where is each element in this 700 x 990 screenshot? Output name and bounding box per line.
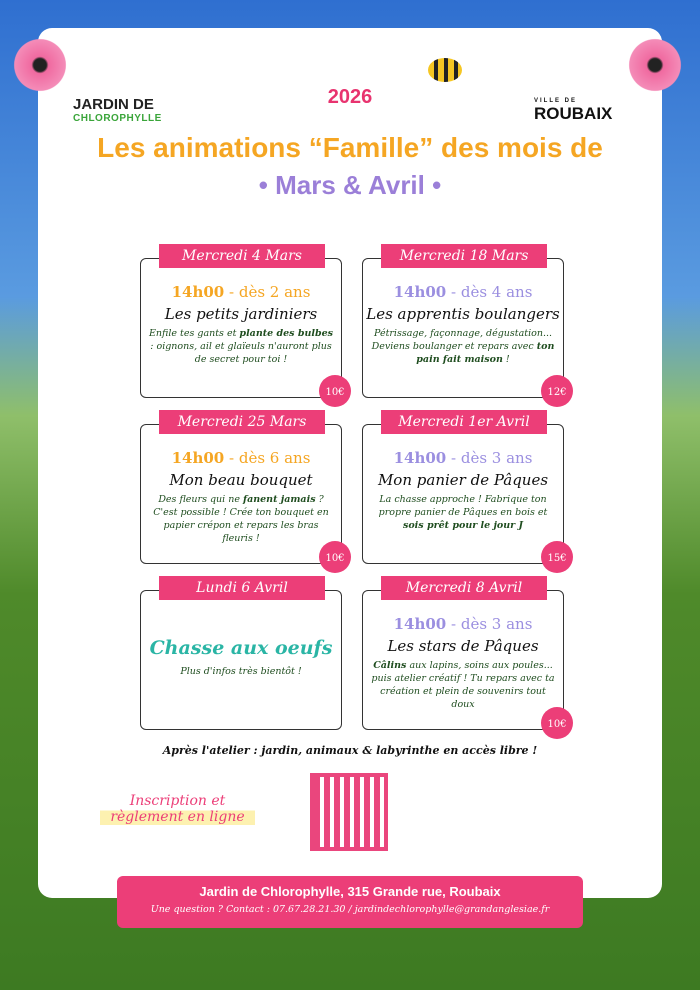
event-date: Lundi 6 Avril (159, 576, 325, 600)
event-time: 14h00 - dès 3 ans (393, 449, 533, 467)
roubaix-logo: VILLE DE ROUBAIX (534, 98, 613, 123)
event-card (362, 414, 567, 564)
signup-text: Inscription et règlement en ligne (100, 793, 255, 825)
event-description: Pétrissage, façonnage, dégustation... Deviens boulanger et repars avec ton pain fait maison ! (371, 328, 555, 365)
page-title: Les animations “Famille” des mois de (97, 132, 603, 163)
event-date: Mercredi 4 Mars (159, 244, 325, 268)
event-title: Mon panier de Pâques (377, 471, 549, 489)
event-time: 14h00 - dès 4 ans (393, 283, 533, 301)
event-card (140, 248, 345, 398)
jardin-chlorophylle-logo: JARDIN DE CHLOROPHYLLE (73, 96, 162, 124)
event-description: Plus d'infos très bientôt ! (180, 666, 302, 677)
price-badge: 12€ (541, 375, 573, 407)
event-description: La chasse approche ! Fabrique ton propre panier de Pâques en bois et sois prêt pour le jour J (378, 494, 548, 531)
event-title: Mon beau bouquet (169, 471, 313, 489)
footer-address: Jardin de Chlorophylle, 315 Grande rue, Roubaix (199, 884, 501, 899)
footer-banner (117, 876, 583, 928)
qr-code[interactable] (310, 773, 388, 851)
event-card (362, 248, 567, 398)
event-card (140, 414, 345, 564)
footer-contact: Une question ? Contact : 07.67.28.21.30 / jardindechlorophylle@grandanglesiae.fr (150, 904, 550, 915)
page-subtitle: • Mars & Avril • (258, 170, 442, 200)
event-time: 14h00 - dès 2 ans (171, 283, 311, 301)
price-badge: 15€ (541, 541, 573, 573)
event-card (362, 580, 567, 730)
event-description: Câlins aux lapins, soins aux poules... puis atelier créatif ! Tu repars avec ta création et plein de souvenirs tout doux (371, 660, 555, 710)
event-title: Les apprentis boulangers (366, 305, 560, 323)
event-description: Enfile tes gants et plante des bulbes : oignons, ail et glaïeuls n'auront plus de secret pour toi ! (148, 328, 334, 365)
event-date: Mercredi 8 Avril (381, 576, 547, 600)
event-time: 14h00 - dès 3 ans (393, 615, 533, 633)
event-title: Les petits jardiniers (164, 305, 318, 323)
event-date: Mercredi 18 Mars (381, 244, 547, 268)
event-date: Mercredi 25 Mars (159, 410, 325, 434)
bee-icon (428, 58, 462, 82)
event-date: Mercredi 1er Avril (381, 410, 547, 434)
price-badge: 10€ (541, 707, 573, 739)
event-title: Les stars de Pâques (387, 637, 539, 655)
after-workshop-note: Après l'atelier : jardin, animaux & labyrinthe en accès libre ! (162, 744, 538, 757)
price-badge: 10€ (319, 375, 351, 407)
event-description: Des fleurs qui ne fanent jamais ? C'est possible ! Crée ton bouquet en papier crépon et repars les bras fleuris ! (153, 494, 329, 544)
event-card (140, 580, 342, 730)
event-title: Chasse aux oeufs (149, 637, 333, 659)
year: 2026 (327, 86, 373, 108)
price-badge: 10€ (319, 541, 351, 573)
event-time: 14h00 - dès 6 ans (171, 449, 311, 467)
